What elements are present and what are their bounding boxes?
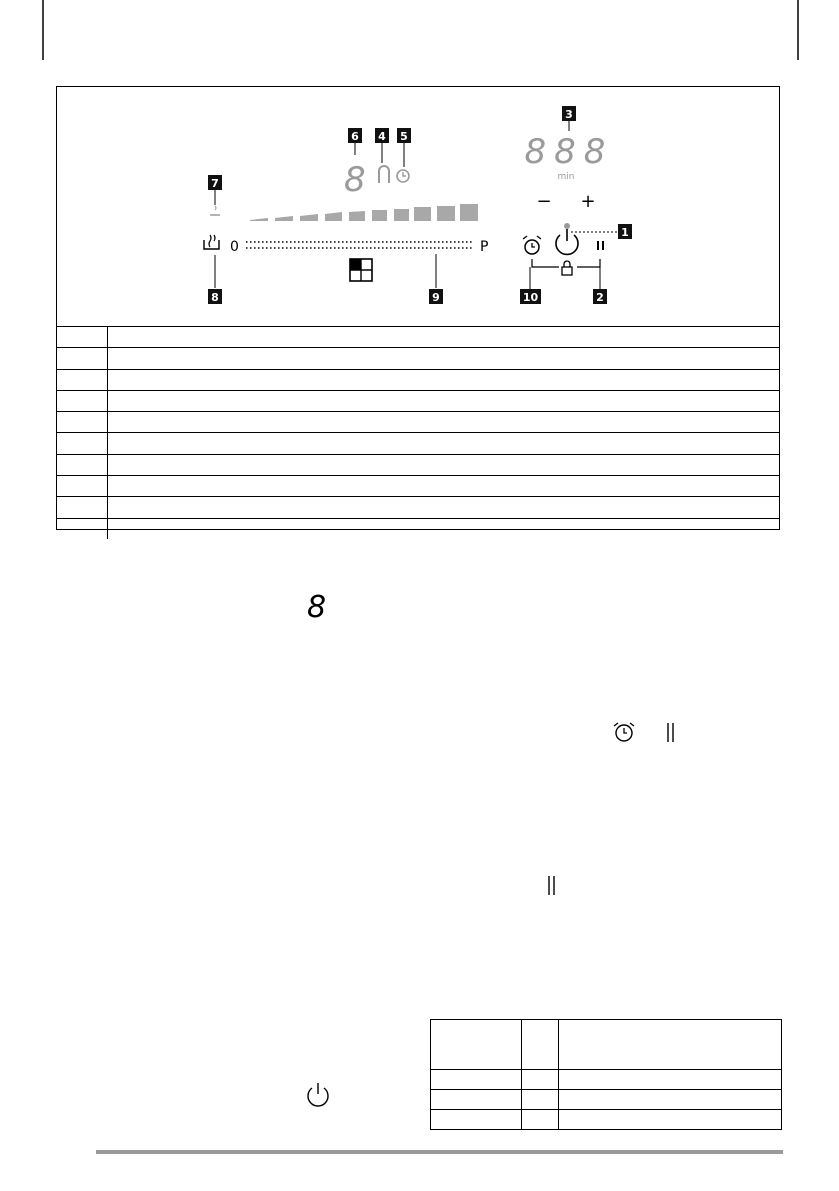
legend-table bbox=[57, 327, 779, 539]
inline-on-off-icon bbox=[305, 1081, 331, 1111]
lock-icon bbox=[562, 261, 572, 275]
slider-start-label: 0 bbox=[230, 239, 239, 255]
timer-display: 888 bbox=[524, 132, 614, 172]
control-panel-diagram bbox=[57, 87, 779, 327]
zone-selector-icon[interactable] bbox=[350, 259, 372, 281]
legend-row bbox=[57, 369, 779, 390]
svg-text:4: 4 bbox=[378, 130, 386, 143]
svg-text:6: 6 bbox=[351, 130, 359, 143]
power-indicator-light bbox=[564, 223, 570, 229]
legend-row bbox=[57, 390, 779, 411]
legend-row bbox=[57, 412, 779, 433]
bridge-icon bbox=[379, 166, 389, 183]
on-off-button[interactable] bbox=[556, 229, 578, 254]
legend-row bbox=[57, 454, 779, 475]
svg-text:2: 2 bbox=[596, 291, 604, 304]
footer-rule bbox=[96, 1150, 783, 1154]
cooking-zone-display: 8 bbox=[344, 160, 366, 200]
timer-unit-label: min bbox=[557, 172, 575, 182]
reference-table bbox=[430, 1019, 782, 1130]
table-row bbox=[431, 1090, 782, 1110]
pause-button[interactable] bbox=[598, 241, 603, 250]
svg-text:9: 9 bbox=[432, 291, 440, 304]
control-panel-figure bbox=[56, 86, 780, 530]
legend-row bbox=[57, 433, 779, 454]
svg-text:5: 5 bbox=[400, 130, 408, 143]
timer-minus-button[interactable]: − bbox=[536, 191, 552, 212]
minute-minder-button[interactable] bbox=[523, 236, 541, 254]
inline-pause-icon bbox=[665, 722, 677, 748]
inline-pause-icon-2 bbox=[546, 875, 558, 901]
timer-plus-button[interactable]: + bbox=[580, 191, 596, 212]
slider-end-label: P bbox=[480, 239, 489, 255]
legend-row bbox=[57, 518, 779, 539]
svg-text:7: 7 bbox=[211, 177, 219, 190]
keep-warm-icon bbox=[204, 235, 219, 249]
svg-text:8: 8 bbox=[307, 590, 327, 620]
inline-minute-minder-icon bbox=[611, 720, 637, 748]
inline-digit-symbol bbox=[306, 590, 328, 624]
table-row bbox=[431, 1070, 782, 1090]
legend-row bbox=[57, 476, 779, 497]
svg-text:10: 10 bbox=[522, 291, 539, 304]
reference-table-header bbox=[431, 1020, 782, 1070]
control-panel-svg bbox=[57, 87, 781, 327]
svg-text:8: 8 bbox=[211, 291, 219, 304]
power-level-bar-graph bbox=[250, 204, 478, 221]
svg-text:3: 3 bbox=[565, 108, 573, 121]
legend-row bbox=[57, 348, 779, 369]
svg-text:1: 1 bbox=[621, 226, 629, 239]
legend-row bbox=[57, 327, 779, 348]
table-row bbox=[431, 1110, 782, 1130]
legend-row bbox=[57, 497, 779, 518]
